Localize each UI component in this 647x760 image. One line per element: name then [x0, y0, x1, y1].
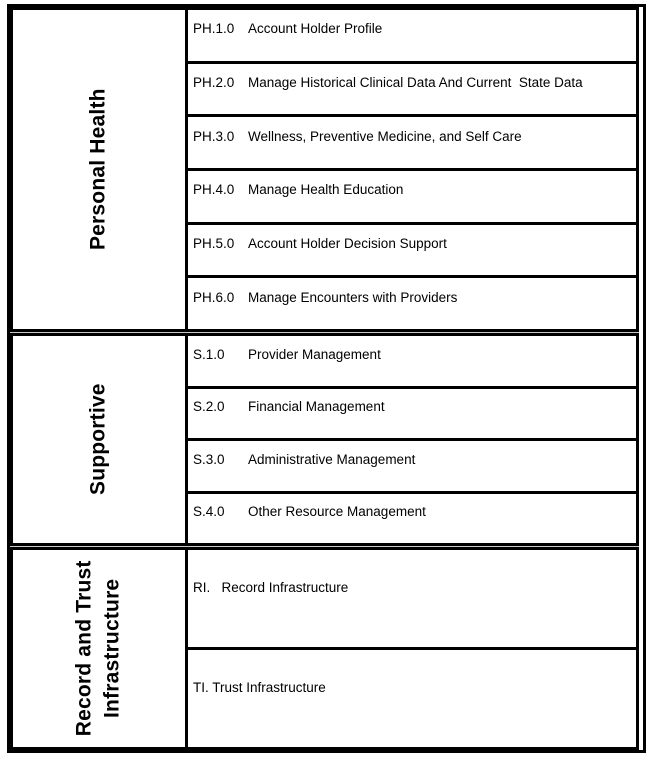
row-label: Financial Management	[248, 399, 385, 415]
row-label: Provider Management	[248, 346, 381, 362]
section-supportive	[10, 333, 639, 546]
table-row	[188, 61, 636, 115]
row-content	[193, 399, 385, 415]
table-row	[188, 222, 636, 276]
row-content	[193, 129, 522, 145]
table-row	[188, 10, 636, 61]
table-row	[188, 386, 636, 439]
row-label: Wellness, Preventive Medicine, and Self Care	[248, 128, 522, 144]
rows-column	[188, 550, 636, 747]
row-label: Manage Health Education	[248, 182, 404, 198]
row-content	[193, 580, 348, 596]
row-code: PH.6.0	[193, 289, 235, 305]
row-label: Account Holder Profile	[248, 21, 383, 37]
row-label: Administrative Management	[248, 451, 416, 467]
row-content	[193, 75, 583, 91]
table-row	[188, 438, 636, 491]
row-label: Manage Historical Clinical Data And Current State Data	[248, 74, 583, 90]
row-label: Other Resource Management	[248, 504, 426, 520]
table-row	[188, 168, 636, 222]
section-personal-health	[10, 7, 639, 332]
section-label-line: Record and Trust	[72, 560, 96, 737]
functional-model-table	[7, 4, 646, 753]
row-code: S.1.0	[193, 346, 225, 362]
rows-column	[188, 10, 636, 329]
section-label-cell	[13, 336, 188, 543]
row-content	[193, 182, 403, 198]
row-code: S.4.0	[193, 504, 225, 520]
row-content	[193, 504, 426, 520]
row-label: Manage Encounters with Providers	[248, 289, 458, 305]
row-content	[193, 452, 415, 468]
section-label-line: Infrastructure	[101, 578, 124, 719]
table-row	[188, 550, 636, 647]
row-code: PH.4.0	[193, 182, 235, 198]
row-content	[193, 680, 326, 696]
row-content	[193, 236, 447, 252]
row-code: PH.2.0	[193, 74, 235, 90]
row-text: TI. Trust Infrastructure	[193, 680, 326, 696]
rows-column	[188, 336, 636, 543]
table-row	[188, 336, 636, 386]
section-label	[71, 561, 128, 737]
row-code: PH.3.0	[193, 128, 235, 144]
row-content	[193, 21, 382, 37]
section-label-cell	[13, 550, 188, 747]
table-row	[188, 114, 636, 168]
table-row	[188, 647, 636, 747]
section-label-line: Supportive	[86, 383, 110, 496]
sections-container	[10, 7, 639, 750]
row-code: S.2.0	[193, 399, 225, 415]
section-record-and-trust-infrastructure	[10, 547, 639, 750]
row-text: RI. Record Infrastructure	[193, 580, 349, 596]
row-code: S.3.0	[193, 451, 225, 467]
section-label	[85, 89, 113, 251]
section-label-cell	[13, 10, 188, 329]
row-content	[193, 290, 457, 306]
row-code: PH.5.0	[193, 235, 235, 251]
row-label: Account Holder Decision Support	[248, 235, 447, 251]
section-label-line: Personal Health	[86, 88, 110, 251]
table-row	[188, 275, 636, 329]
table-row	[188, 491, 636, 544]
row-code: PH.1.0	[193, 21, 235, 37]
section-label	[85, 384, 113, 496]
row-content	[193, 347, 381, 363]
